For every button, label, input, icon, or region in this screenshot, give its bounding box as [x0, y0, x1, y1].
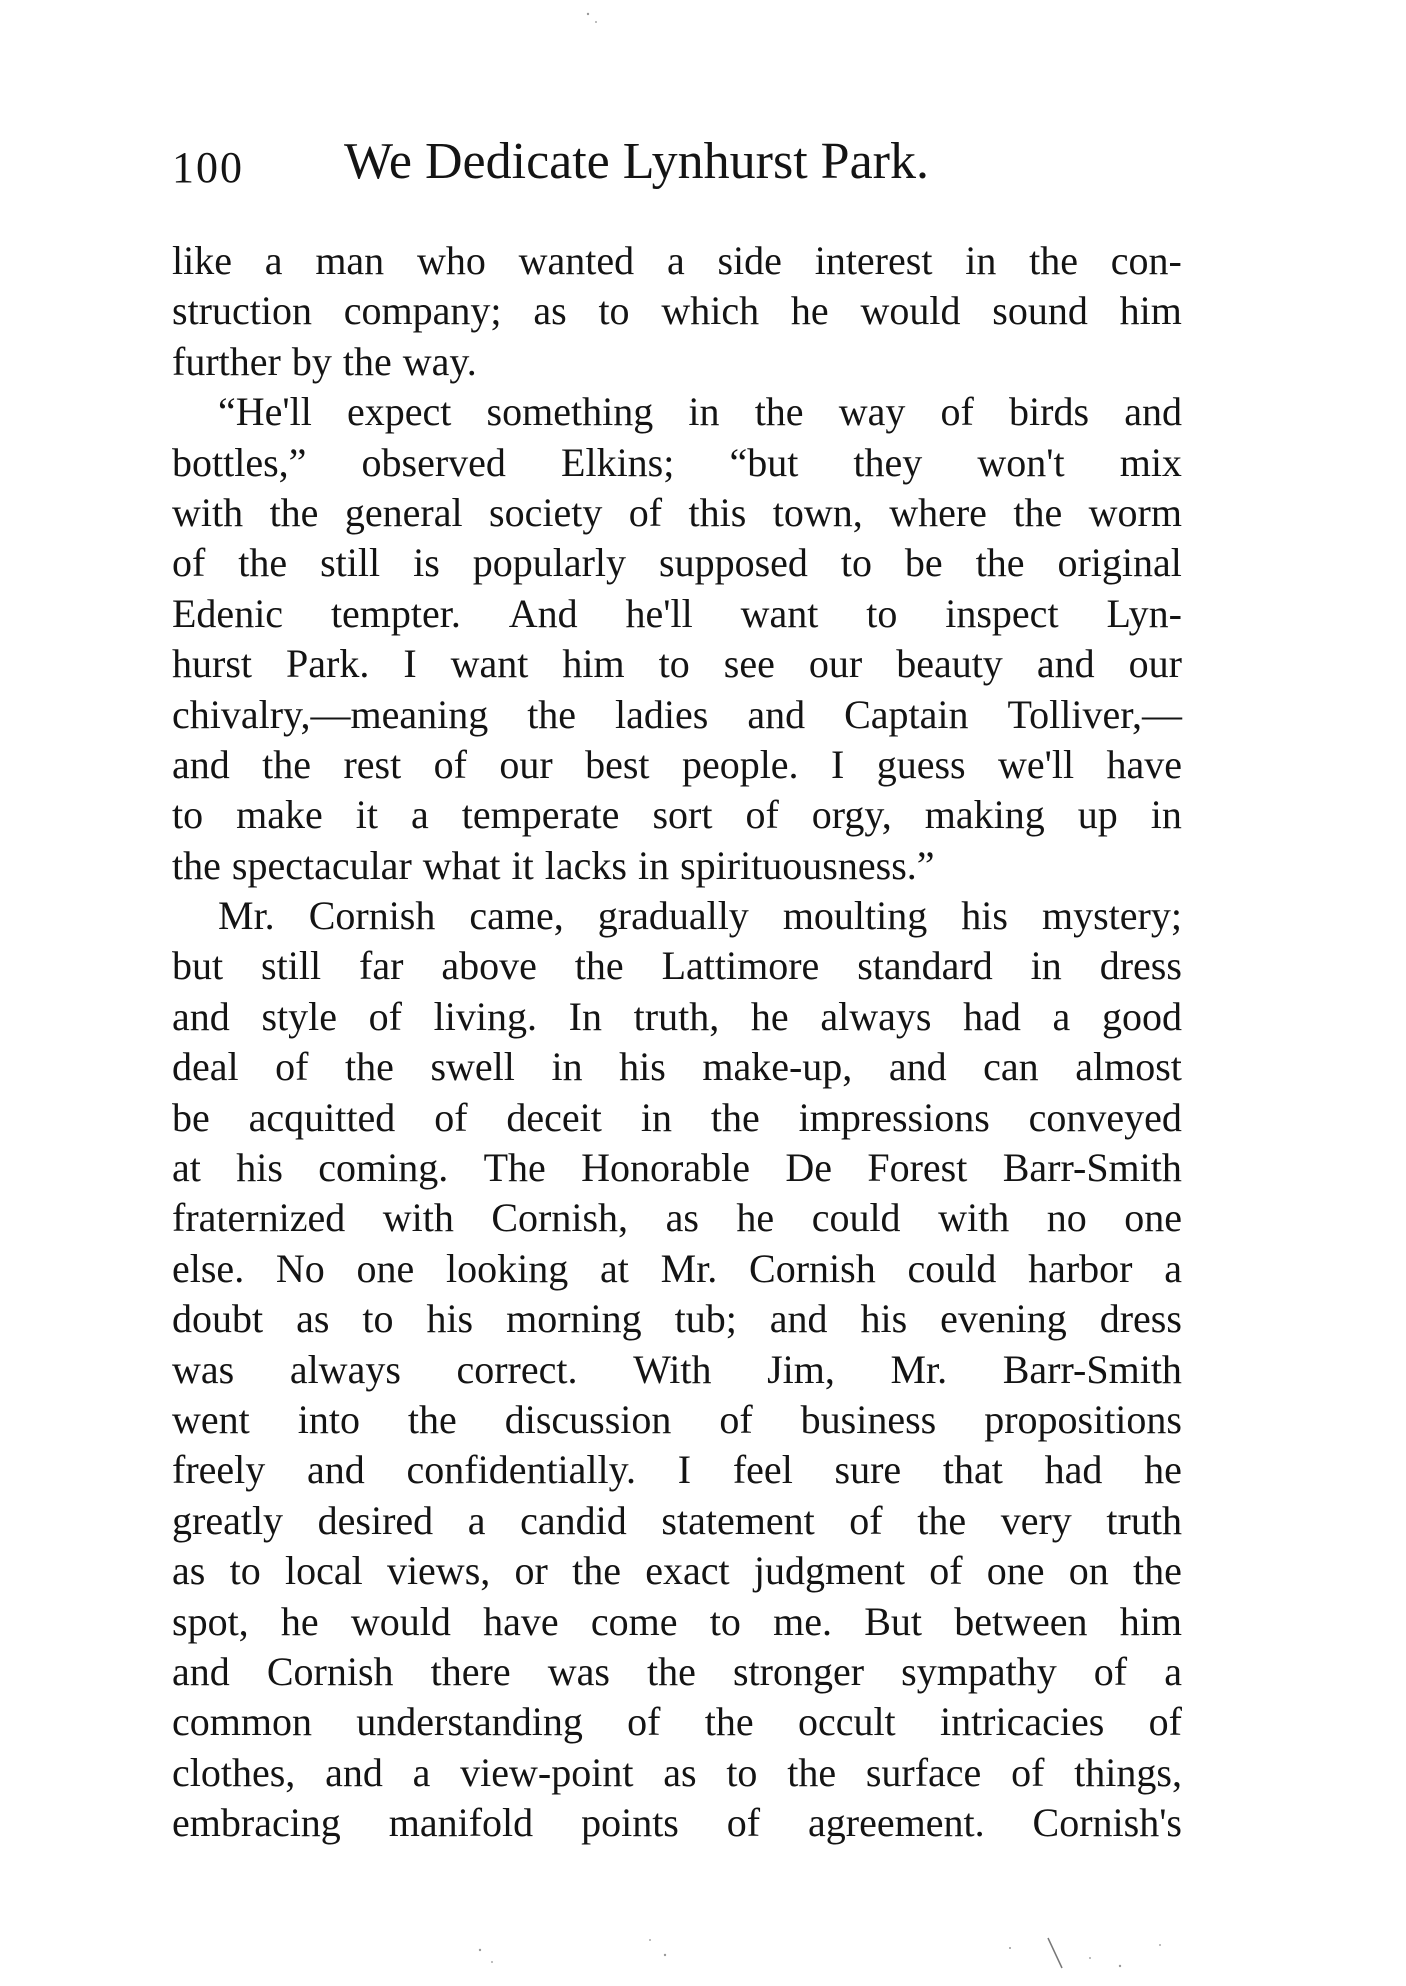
- word: and: [1124, 389, 1182, 435]
- word: and: [325, 1749, 383, 1795]
- word: the: [1029, 238, 1078, 283]
- word: the: [527, 691, 577, 737]
- word: and: [769, 1296, 828, 1342]
- word: see: [723, 641, 775, 687]
- word: wanted: [518, 238, 635, 283]
- word: want: [450, 641, 529, 687]
- word: to: [709, 1598, 741, 1644]
- word: the: [262, 741, 312, 787]
- word: birds: [1009, 389, 1090, 435]
- word: went: [172, 1396, 250, 1442]
- word: and: [172, 1648, 230, 1694]
- word: his: [961, 893, 1008, 939]
- word: fraternized: [172, 1195, 346, 1241]
- word: the: [172, 842, 221, 888]
- word: Tolliver,—: [1007, 691, 1182, 737]
- word: side: [717, 238, 782, 283]
- word: sound: [992, 288, 1088, 334]
- word: spot,: [172, 1598, 249, 1644]
- word: his: [860, 1296, 908, 1342]
- word: chivalry,—meaning: [172, 691, 489, 737]
- word: Forest: [867, 1145, 968, 1191]
- word: it: [355, 792, 378, 838]
- word: deceit: [506, 1094, 602, 1140]
- word: original: [1057, 540, 1182, 586]
- word: of: [275, 1044, 309, 1090]
- word: still: [261, 943, 322, 989]
- word: harbor: [1028, 1245, 1133, 1291]
- word: of: [726, 1800, 761, 1846]
- word: looking: [446, 1245, 569, 1291]
- word: clothes,: [172, 1749, 296, 1795]
- word: be: [172, 1094, 210, 1140]
- word: Cornish: [308, 893, 436, 939]
- word: rest: [343, 741, 402, 787]
- word: Park.: [286, 641, 370, 687]
- word: society: [489, 489, 603, 535]
- word: con-: [1110, 238, 1182, 283]
- word: come: [590, 1598, 678, 1644]
- word: one: [356, 1245, 415, 1291]
- word: between: [954, 1598, 1088, 1644]
- word: who: [416, 238, 486, 283]
- word: moulting: [782, 893, 928, 939]
- word: bottles,”: [172, 439, 307, 485]
- word: have: [483, 1598, 559, 1644]
- word: we'll: [998, 741, 1075, 787]
- word: intricacies: [939, 1699, 1105, 1745]
- word: could: [907, 1245, 997, 1291]
- word: stronger: [732, 1648, 865, 1694]
- word: could: [811, 1195, 901, 1241]
- word: Barr-Smith: [1002, 1346, 1182, 1392]
- word: dress: [1099, 1296, 1182, 1342]
- word: feel: [732, 1447, 793, 1493]
- word: and: [307, 1447, 365, 1493]
- word: confidentially.: [406, 1447, 637, 1493]
- word: Jim,: [767, 1346, 835, 1392]
- word: in: [1030, 943, 1062, 989]
- word: of: [745, 792, 779, 838]
- word: Captain: [844, 691, 969, 737]
- word: always: [289, 1346, 401, 1392]
- word: above: [441, 943, 537, 989]
- word: manifold: [388, 1800, 534, 1846]
- word: worm: [1088, 489, 1182, 535]
- word: the: [238, 540, 288, 586]
- word: of: [368, 993, 402, 1039]
- word: company;: [343, 288, 502, 334]
- word: Lattimore: [661, 943, 820, 989]
- word: the: [787, 1749, 837, 1795]
- word: by: [291, 338, 332, 384]
- word: way: [838, 389, 906, 435]
- running-head: We Dedicate Lynhurst Park.: [344, 133, 929, 190]
- word: to: [229, 1548, 261, 1594]
- word: doubt: [172, 1296, 264, 1342]
- word: spirituousness.”: [680, 842, 935, 888]
- word: he'll: [625, 590, 693, 636]
- word: gradually: [597, 893, 749, 939]
- word: have: [1106, 741, 1182, 787]
- word: on: [1068, 1548, 1109, 1594]
- word: inspect: [945, 590, 1059, 636]
- word: business: [800, 1396, 937, 1442]
- word: good: [1101, 993, 1182, 1039]
- word: him: [562, 641, 625, 687]
- word: Elkins;: [561, 439, 675, 485]
- word: a: [1052, 993, 1071, 1039]
- word: living.: [433, 993, 537, 1039]
- word: of: [627, 1699, 661, 1745]
- word: and: [1036, 641, 1095, 687]
- word: one: [1124, 1195, 1182, 1241]
- word: else.: [172, 1245, 245, 1291]
- word: coming.: [318, 1145, 449, 1191]
- word: in: [1150, 792, 1182, 838]
- word: very: [1000, 1497, 1072, 1543]
- word: No: [275, 1245, 325, 1291]
- word: in: [965, 238, 997, 283]
- word: came,: [469, 893, 564, 939]
- word: or: [514, 1548, 548, 1594]
- word: conveyed: [1028, 1094, 1182, 1140]
- word: deal: [172, 1044, 239, 1090]
- word: Cornish: [749, 1245, 876, 1291]
- word: no: [1046, 1195, 1087, 1241]
- word: in: [637, 842, 670, 888]
- word: mystery;: [1041, 893, 1182, 939]
- word: freely: [172, 1447, 266, 1493]
- word: something: [486, 389, 654, 435]
- word: struction: [172, 288, 312, 334]
- word: and: [888, 1044, 947, 1090]
- word: mix: [1119, 439, 1182, 485]
- word: greatly: [172, 1497, 284, 1543]
- word: “He'll: [218, 389, 312, 435]
- word: which: [661, 288, 760, 334]
- word: I: [830, 741, 845, 787]
- word: judgment: [753, 1548, 905, 1594]
- word: dress: [1099, 943, 1182, 989]
- word: best: [585, 741, 650, 787]
- word: the: [342, 338, 392, 384]
- word: of: [433, 741, 467, 787]
- word: him: [1119, 1598, 1182, 1644]
- word: I: [677, 1447, 692, 1493]
- word: truth,: [633, 993, 720, 1039]
- word: I: [403, 641, 417, 687]
- word: lacks: [544, 842, 627, 888]
- word: he: [736, 1195, 775, 1241]
- word: common: [172, 1699, 312, 1745]
- word: this: [688, 489, 747, 535]
- word: his: [619, 1044, 666, 1090]
- word: But: [864, 1598, 923, 1644]
- word: spectacular: [231, 842, 412, 888]
- word: a: [1164, 1648, 1182, 1694]
- word: tempter.: [330, 590, 461, 636]
- word: far: [359, 943, 404, 989]
- word: in: [688, 389, 720, 435]
- word: general: [344, 489, 463, 535]
- word: views,: [386, 1548, 491, 1594]
- word: the: [269, 489, 319, 535]
- word: with: [382, 1195, 454, 1241]
- word: exact: [645, 1548, 730, 1594]
- word: what: [422, 842, 501, 888]
- word: and: [747, 691, 806, 737]
- word: surface: [865, 1749, 982, 1795]
- word: of: [434, 1094, 468, 1140]
- word: the: [407, 1396, 457, 1442]
- word: of: [1093, 1648, 1128, 1694]
- word: embracing: [172, 1800, 341, 1846]
- word: Honorable: [581, 1145, 750, 1191]
- word: had: [963, 993, 1021, 1039]
- word: be: [904, 540, 943, 586]
- word: candid: [520, 1497, 627, 1543]
- word: the: [1013, 489, 1063, 535]
- word: tub;: [674, 1296, 737, 1342]
- word: make-up,: [702, 1044, 853, 1090]
- word: sort: [652, 792, 713, 838]
- word: at: [172, 1145, 201, 1191]
- word: me.: [773, 1598, 832, 1644]
- word: would: [350, 1598, 451, 1644]
- word: of: [172, 540, 206, 586]
- word: orgy,: [811, 792, 892, 838]
- word: he: [750, 993, 789, 1039]
- word: with: [172, 489, 244, 535]
- word: expect: [347, 389, 452, 435]
- word: as: [665, 1195, 699, 1241]
- word: as: [296, 1296, 330, 1342]
- word: in: [640, 1094, 672, 1140]
- word: the: [572, 1548, 621, 1594]
- word: one: [986, 1548, 1045, 1594]
- word: in: [551, 1044, 583, 1090]
- word: observed: [361, 439, 506, 485]
- word: his: [236, 1145, 283, 1191]
- word: to: [172, 792, 204, 838]
- word: to: [726, 1749, 758, 1795]
- word: sure: [834, 1447, 902, 1493]
- word: standard: [857, 943, 993, 989]
- word: points: [581, 1800, 679, 1846]
- word: of: [1011, 1749, 1045, 1795]
- word: the: [1133, 1548, 1182, 1594]
- word: he: [1144, 1447, 1182, 1493]
- word: statement: [661, 1497, 815, 1543]
- word: occult: [797, 1699, 896, 1745]
- word: always: [820, 993, 932, 1039]
- word: acquitted: [248, 1094, 396, 1140]
- word: won't: [977, 439, 1065, 485]
- word: popularly: [472, 540, 627, 586]
- word: a: [410, 792, 429, 838]
- word: man: [315, 238, 385, 283]
- word: a: [1164, 1245, 1182, 1291]
- word: hurst: [172, 641, 252, 687]
- word: Cornish: [266, 1648, 394, 1694]
- word: up: [1077, 792, 1118, 838]
- word: the: [975, 540, 1025, 586]
- word: was: [172, 1346, 235, 1392]
- word: of: [849, 1497, 883, 1543]
- word: there: [430, 1648, 511, 1694]
- word: of: [719, 1396, 753, 1442]
- word: had: [1044, 1447, 1103, 1493]
- word: town,: [772, 489, 863, 535]
- word: making: [924, 792, 1045, 838]
- word: people.: [681, 741, 799, 787]
- word: as: [663, 1749, 697, 1795]
- word: guess: [876, 741, 966, 787]
- word: the: [345, 1044, 394, 1090]
- word: him: [1119, 288, 1182, 334]
- word: beauty: [896, 641, 1003, 687]
- word: agreement.: [808, 1800, 985, 1846]
- word: a: [412, 1749, 431, 1795]
- word: style: [261, 993, 337, 1039]
- word: a: [666, 238, 685, 283]
- word: with: [938, 1195, 1010, 1241]
- word: the: [647, 1648, 696, 1694]
- word: to: [840, 540, 872, 586]
- word: that: [942, 1447, 1003, 1493]
- word: Mr.: [218, 893, 275, 939]
- word: would: [860, 288, 961, 334]
- word: our: [499, 741, 553, 787]
- word: as: [172, 1548, 206, 1594]
- word: propositions: [984, 1396, 1182, 1442]
- word: make: [236, 792, 323, 838]
- word: a: [264, 238, 283, 283]
- word: And: [508, 590, 578, 636]
- word: way.: [402, 338, 477, 384]
- word: of: [940, 389, 974, 435]
- word: his: [426, 1296, 474, 1342]
- word: to: [866, 590, 898, 636]
- word: the: [704, 1699, 754, 1745]
- word: local: [284, 1548, 363, 1594]
- word: Barr-Smith: [1002, 1145, 1182, 1191]
- word: The: [483, 1145, 546, 1191]
- word: De: [785, 1145, 832, 1191]
- word: ladies: [615, 691, 709, 737]
- word: swell: [430, 1044, 515, 1090]
- word: With: [633, 1346, 712, 1392]
- word: temperate: [461, 792, 620, 838]
- word: want: [740, 590, 819, 636]
- word: was: [547, 1648, 610, 1694]
- word: our: [1128, 641, 1182, 687]
- word: almost: [1075, 1044, 1182, 1090]
- word: can: [983, 1044, 1039, 1090]
- word: they: [853, 439, 923, 485]
- word: it: [511, 842, 534, 888]
- word: Mr.: [890, 1346, 948, 1392]
- word: but: [172, 943, 224, 989]
- word: of: [929, 1548, 963, 1594]
- word: “but: [729, 439, 799, 485]
- word: as: [533, 288, 567, 334]
- page-number: 100: [172, 143, 244, 192]
- word: Mr.: [660, 1245, 718, 1291]
- word: morning: [506, 1296, 642, 1342]
- word: Edenic: [172, 590, 284, 636]
- word: desired: [317, 1497, 434, 1543]
- word: to: [362, 1296, 394, 1342]
- word: he: [790, 288, 829, 334]
- word: like: [172, 238, 232, 283]
- word: and: [172, 741, 230, 787]
- word: Cornish,: [491, 1195, 629, 1241]
- word: understanding: [356, 1699, 583, 1745]
- word: evening: [940, 1296, 1067, 1342]
- word: is: [413, 540, 440, 586]
- word: still: [320, 540, 381, 586]
- word: Cornish's: [1032, 1800, 1182, 1846]
- word: he: [280, 1598, 319, 1644]
- word: and: [172, 993, 230, 1039]
- word: view-point: [460, 1749, 634, 1795]
- word: the: [754, 389, 804, 435]
- word: In: [568, 993, 602, 1039]
- word: where: [889, 489, 987, 535]
- word: of: [628, 489, 663, 535]
- word: the: [574, 943, 624, 989]
- word: truth: [1106, 1497, 1182, 1543]
- word: sympathy: [901, 1648, 1057, 1694]
- word: discussion: [504, 1396, 672, 1442]
- word: correct.: [456, 1346, 578, 1392]
- word: into: [297, 1396, 360, 1442]
- word: the: [710, 1094, 760, 1140]
- word: our: [808, 641, 863, 687]
- word: the: [917, 1497, 967, 1543]
- word: impressions: [798, 1094, 990, 1140]
- word: interest: [814, 238, 933, 283]
- word: of: [1148, 1699, 1182, 1745]
- word: at: [600, 1245, 629, 1291]
- word: to: [598, 288, 630, 334]
- word: supposed: [659, 540, 808, 586]
- word: further: [172, 338, 281, 384]
- word: a: [467, 1497, 486, 1543]
- word: to: [658, 641, 690, 687]
- word: Lyn-: [1106, 590, 1182, 636]
- word: things,: [1074, 1749, 1182, 1795]
